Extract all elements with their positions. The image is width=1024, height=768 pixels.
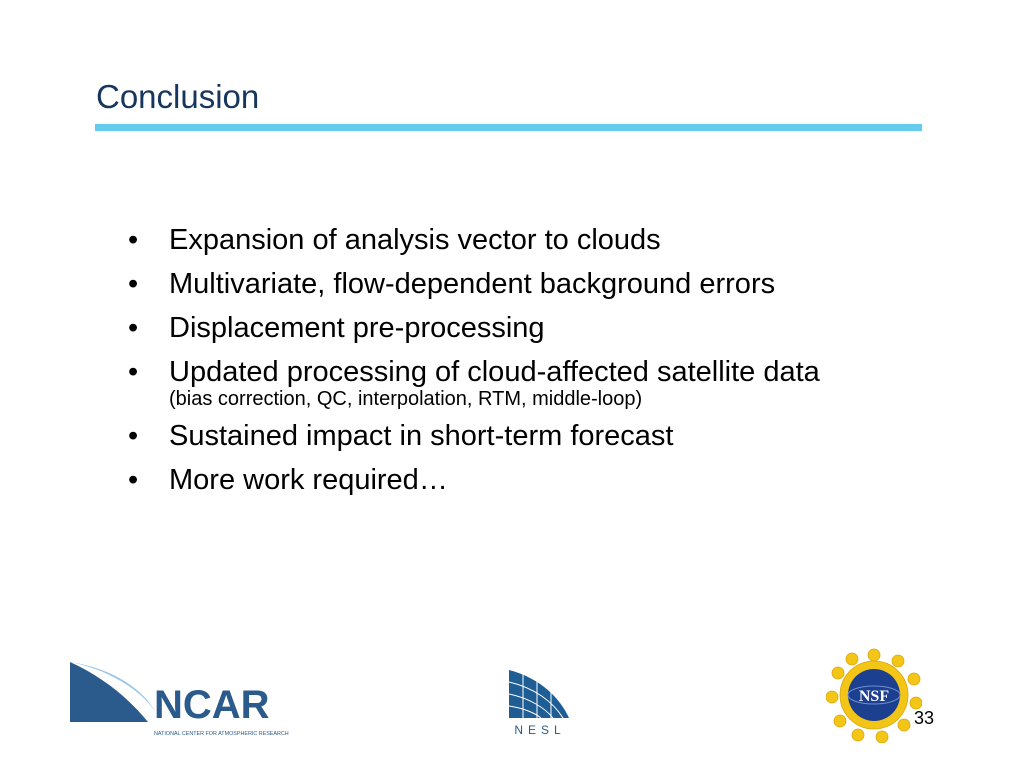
bullet-list [128,218,820,502]
bullet-glyph: • [128,356,139,388]
ncar-logo [70,660,295,740]
bullet-item [128,306,820,350]
bullet-sub-note: (bias correction, QC, interpolation, RTM, middle-loop) [169,388,643,410]
bullet-text: Displacement pre-processing [169,312,545,344]
bullet-item [128,218,820,262]
title-underline [95,124,922,131]
bullet-item [128,262,820,306]
bullet-text: More work required… [169,464,448,496]
bullet-item [128,414,820,458]
nsf-wordmark: NSF [858,688,890,705]
bullet-glyph: • [128,268,139,300]
bullet-text: Updated processing of cloud-affected satellite data [169,356,820,388]
page-number: 33 [914,708,935,728]
bullet-text: Multivariate, flow-dependent background errors [169,268,776,300]
bullet-glyph: • [128,224,139,256]
nesl-wordmark: NESL [514,723,566,737]
nesl-globe-icon [509,670,569,718]
ncar-swoosh-icon [70,662,148,722]
bullet-glyph: • [128,312,139,344]
bullet-glyph: • [128,464,139,496]
nesl-logo [505,668,575,738]
slide-title: Conclusion [96,78,260,115]
ncar-wordmark: NCAR [154,683,270,727]
bullet-item [128,458,820,502]
ncar-subtitle: NATIONAL CENTER FOR ATMOSPHERIC RESEARCH [154,731,289,737]
bullet-text: Expansion of analysis vector to clouds [169,224,661,256]
nsf-logo [826,647,922,743]
bullet-text: Sustained impact in short-term forecast [169,420,674,452]
bullet-item [128,350,820,414]
bullet-text-with-note [169,350,820,414]
bullet-glyph: • [128,420,139,452]
